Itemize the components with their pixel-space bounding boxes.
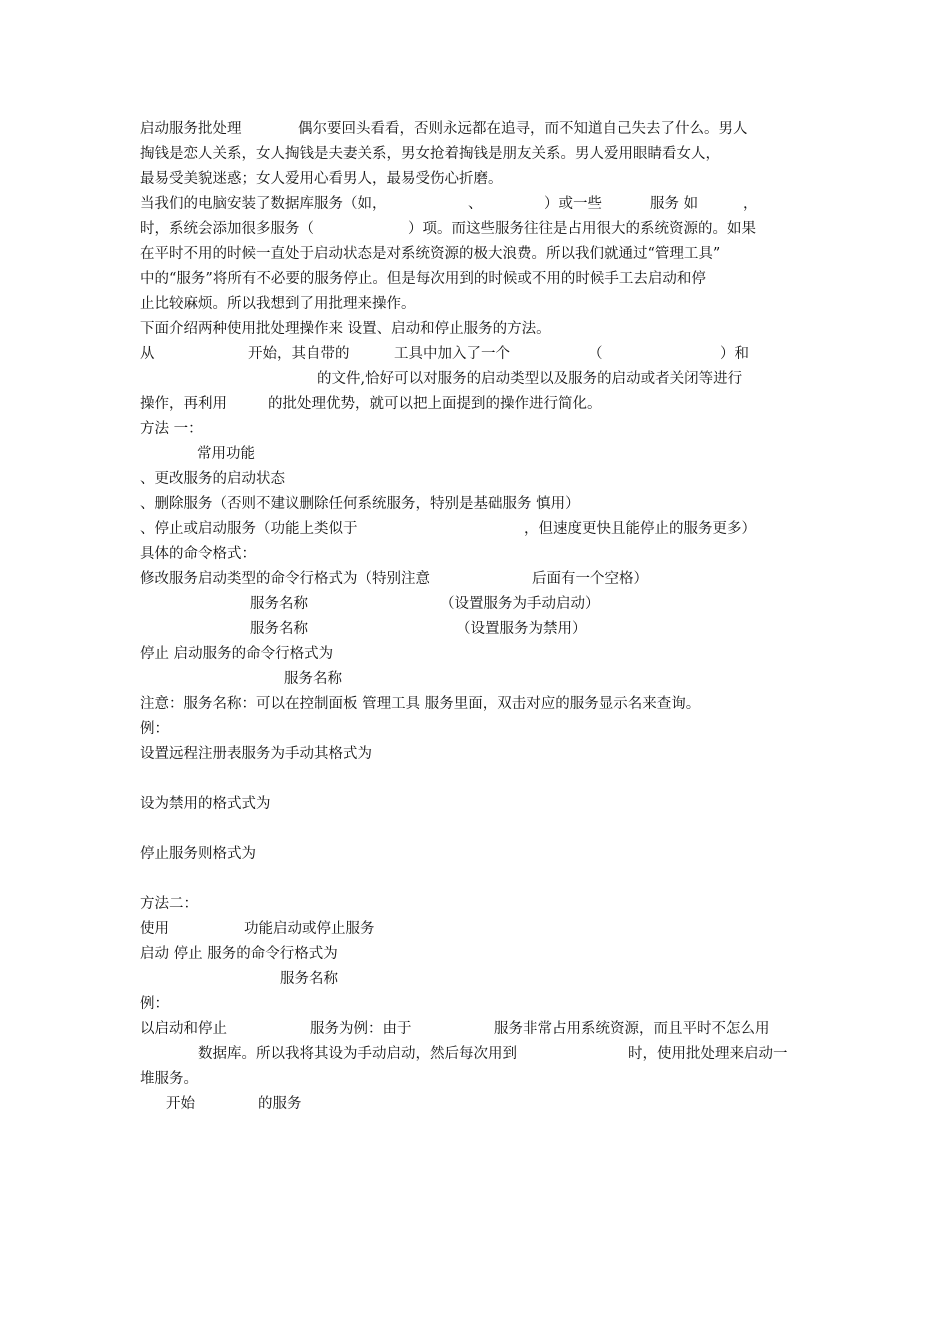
method1-example1: 设置远程注册表服务为手动其格式为 [140,746,372,762]
para2-line4: 中的“服务”将所有不必要的服务停止。但是每次用到的时候或不用的时候手工去启动和停 [140,271,706,287]
method1-mod-part-a: 修改服务启动类型的命令行格式为（特别注意 [140,571,430,587]
method2-format: 启动 停止 服务的命令行格式为 [140,946,338,962]
para3-l3-text: 的文件,恰好可以对服务的启动类型以及服务的启动或者关闭等进行 [317,371,743,387]
para2-l2-part-a: 时，系统会添加很多服务（ [140,221,314,237]
method2-l1-part-b: 服务为例：由于 [310,1021,412,1037]
method2-example-label: 例： [140,996,169,1012]
para3-l2-part-e: ）和 [720,346,749,362]
method1-example-label: 例： [140,721,169,737]
method1-stop-name: 服务名称 [284,671,342,687]
method1-item3-part-a: 、停止或启动服务（功能上类似于 [140,521,358,537]
para2-l1-part-c: ）或一些 [544,196,602,212]
method2-use-part-b: 功能启动或停止服务 [244,921,375,937]
method2-name: 服务名称 [280,971,338,987]
method1-item1: 、更改服务的启动状态 [140,471,285,487]
method1-cmd-title: 具体的命令格式： [140,546,256,562]
para2-l1-part-a: 当我们的电脑安装了数据库服务（如， [140,196,387,212]
method1-example2: 设为禁用的格式式为 [140,796,271,812]
method2-l1-part-a: 以启动和停止 [140,1021,227,1037]
para2-line5: 止比较麻烦。所以我想到了用批理来操作。 [140,296,416,312]
para3-l4-part-b: 的批处理优势，就可以把上面提到的操作进行简化。 [268,396,602,412]
method2-l1-part-c: 服务非常占用系统资源，而且平时不怎么用 [494,1021,770,1037]
method2-line3: 堆服务。 [140,1071,198,1087]
doc-title: 启动服务批处理 [140,121,242,137]
method1-row1-name: 服务名称 [250,596,308,612]
method1-example3: 停止服务则格式为 [140,846,256,862]
method2-use-part-a: 使用 [140,921,169,937]
para2-l1-part-e: ， [743,196,758,212]
para2-l2-part-b: ）项。而这些服务往往是占用很大的系统资源的。如果 [408,221,756,237]
method1-mod-part-b: 后面有一个空格） [532,571,648,587]
method2-l2-part-a: 数据库。所以我将其设为手动启动，然后每次用到 [198,1046,517,1062]
method1-row2-desc: （设置服务为禁用） [456,621,587,637]
method1-stop-format: 停止 启动服务的命令行格式为 [140,646,334,662]
method1-item3-part-b: ，但速度更快且能停止的服务更多） [524,521,756,537]
method2-title: 方法二： [140,896,198,912]
para2-l1-part-d: 服务 如 [650,196,699,212]
para1-line2: 掏钱是恋人关系，女人掏钱是夫妻关系，男女抢着掏钱是朋友关系。男人爱用眼睛看女人， [140,146,720,162]
para3-l2-part-d: （ [588,346,603,362]
para1-line3: 最易受美貌迷惑；女人爱用心看男人，最易受伤心折磨。 [140,171,503,187]
para2-l1-part-b: 、 [468,196,483,212]
para2-line3: 在平时不用的时候一直处于启动状态是对系统资源的极大浪费。所以我们就通过“管理工具” [140,246,721,262]
para3-l2-part-b: 开始，其自带的 [248,346,350,362]
method2-l4-part-b: 的服务 [258,1096,302,1112]
method1-note: 注意：服务名称：可以在控制面板 管理工具 服务里面，双击对应的服务显示名来查询。 [140,696,701,712]
method1-row2-name: 服务名称 [250,621,308,637]
method1-title: 方法 一： [140,421,203,437]
para3-l4-part-a: 操作，再利用 [140,396,227,412]
method1-row1-desc: （设置服务为手动启动） [440,596,600,612]
para3-intro: 下面介绍两种使用批处理操作来 设置、启动和停止服务的方法。 [140,321,551,337]
method2-l2-part-b: 时，使用批处理来启动一 [628,1046,788,1062]
para1-text: 偶尔要回头看看，否则永远都在追寻，而不知道自己失去了什么。男人 [298,121,748,137]
para3-l2-part-a: 从 [140,346,155,362]
method2-l4-part-a: 开始 [166,1096,195,1112]
method1-item2: 、删除服务（否则不建议删除任何系统服务，特别是基础服务 慎用） [140,496,580,512]
method1-common: 常用功能 [197,446,255,462]
para3-l2-part-c: 工具中加入了一个 [394,346,510,362]
